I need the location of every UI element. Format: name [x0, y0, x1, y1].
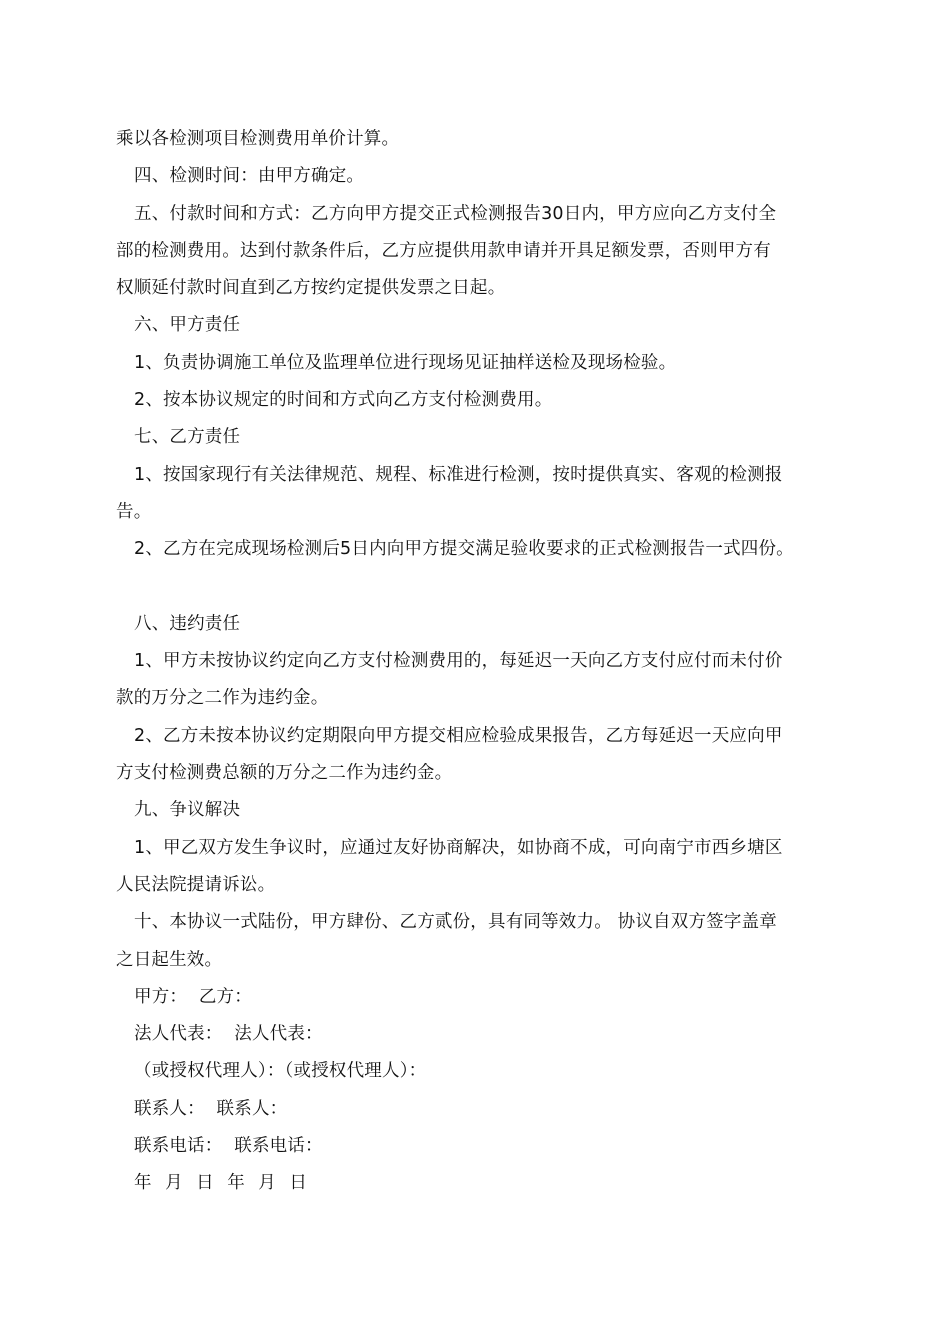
signature-date: 年 月 日 年 月 日: [134, 1173, 307, 1194]
blank-line: [116, 569, 842, 606]
paragraph-line: 告。: [116, 501, 152, 522]
paragraph-line: 部的检测费用。达到付款条件后，乙方应提供用款申请并开具足额发票，否则甲方有: [116, 240, 771, 261]
paragraph-line: 之日起生效。: [116, 949, 223, 970]
signature-parties: 甲方： 乙方：: [134, 986, 252, 1007]
section-heading-party-a-duties: 六、甲方责任: [134, 315, 241, 336]
list-item: 2、按本协议规定的时间和方式向乙方支付检测费用。: [134, 390, 553, 411]
list-item: 1、负责协调施工单位及监理单位进行现场见证抽样送检及现场检验。: [134, 352, 677, 373]
signature-contact-phone: 联系电话： 联系电话：: [134, 1136, 323, 1157]
section-heading-copies-and-effect: 十、本协议一式陆份，甲方肆份、乙方贰份，具有同等效力。 协议自双方签字盖章: [134, 912, 777, 933]
signature-contact-person: 联系人： 联系人：: [134, 1098, 288, 1119]
section-heading-breach-liability: 八、违约责任: [134, 613, 241, 634]
list-item: 2、乙方在完成现场检测后5日内向甲方提交满足验收要求的正式检测报告一式四份。: [134, 539, 794, 560]
list-item: 2、乙方未按本协议约定期限向甲方提交相应检验成果报告，乙方每延迟一天应向甲: [134, 725, 783, 746]
section-heading-party-b-duties: 七、乙方责任: [134, 427, 241, 448]
paragraph-line: 款的万分之二作为违约金。: [116, 688, 329, 709]
list-item: 1、甲方未按协议约定向乙方支付检测费用的，每延迟一天向乙方支付应付而未付价: [134, 651, 783, 672]
document-body: [116, 121, 842, 1203]
signature-legal-representative: 法人代表： 法人代表：: [134, 1024, 323, 1045]
paragraph-line: 乘以各检测项目检测费用单价计算。: [116, 129, 400, 149]
list-item: 1、甲乙双方发生争议时，应通过友好协商解决，如协商不成，可向南宁市西乡塘区: [134, 837, 783, 858]
list-item: 1、按国家现行有关法律规范、规程、标准进行检测，按时提供真实、客观的检测报: [134, 464, 783, 485]
paragraph-line: 权顺延付款时间直到乙方按约定提供发票之日起。: [116, 278, 506, 299]
section-heading-inspection-time: 四、检测时间：由甲方确定。: [134, 166, 365, 187]
signature-authorized-agent: （或授权代理人）：（或授权代理人）：: [134, 1061, 427, 1082]
paragraph-line: 方支付检测费总额的万分之二作为违约金。: [116, 763, 453, 784]
section-heading-dispute-resolution: 九、争议解决: [134, 800, 241, 821]
paragraph-line: 人民法院提请诉讼。: [116, 874, 276, 895]
section-heading-payment: 五、付款时间和方式：乙方向甲方提交正式检测报告30日内，甲方应向乙方支付全: [134, 203, 777, 224]
